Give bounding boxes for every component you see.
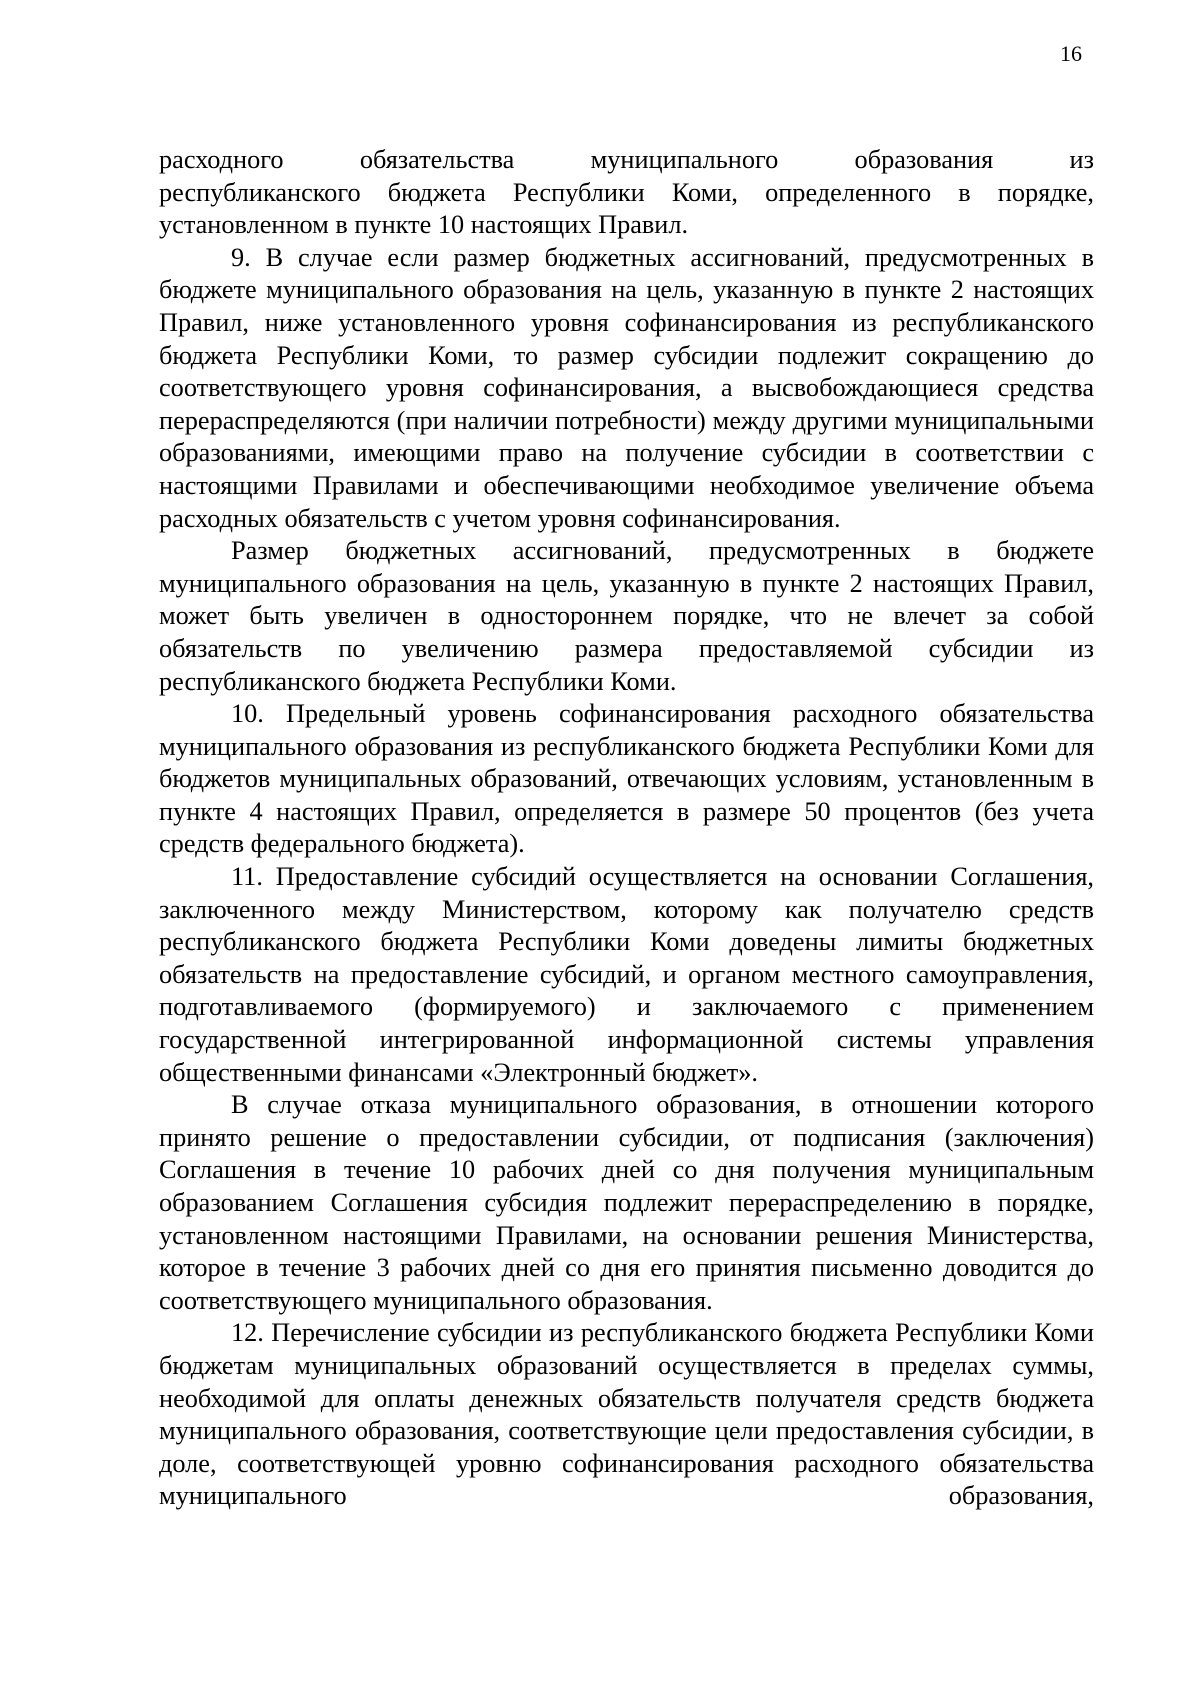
paragraph-budget-increase: Размер бюджетных ассигнований, предусмотренных в бюджете муниципального образования на цель, указанную в пункте 2 настоящих Правил, может быть увеличен в одностороннем порядке, что не влечет за собой обязательств по увеличению размера предоставляемой субсидии из республиканского бюджета Республики Коми.	[159, 536, 1094, 696]
page-number: 16	[1060, 41, 1082, 66]
document-body	[159, 144, 1094, 1513]
paragraph-continuation-end: республиканского бюджета Республики Коми, определенного в порядке, установленном в пункте 10 настоящих Правил.	[159, 177, 1094, 240]
paragraph-item-12: 12. Перечисление субсидии из республиканского бюджета Республики Коми бюджетам муниципальных образований осуществляется в пределах суммы, необходимой для оплаты денежных обязательств получателя средств бюджета муниципального образования, соответствующие цели предоставления субсидии, в доле, соответствующей уровню софинансирования расходного обязательства муниципального образования,	[159, 1318, 1094, 1511]
paragraph-continuation: расходного обязательства муниципального образования из	[159, 145, 1094, 174]
paragraph-item-11: 11. Предоставление субсидий осуществляется на основании Соглашения, заключенного между Министерством, которому как получателю средств республиканского бюджета Республики Коми доведены лимиты бюджетных обязательств на предоставление субсидий, и органом местного самоуправления, подготавливаемого (формируемого) и заключаемого с применением государственной интегрированной информационной системы управления общественными финансами «Электронный бюджет».	[159, 862, 1094, 1087]
paragraph-refusal: В случае отказа муниципального образования, в отношении которого принято решение о предоставлении субсидии, от подписания (заключения) Соглашения в течение 10 рабочих дней со дня получения муниципальным образованием Соглашения субсидия подлежит перераспределению в порядке, установленном настоящими Правилами, на основании решения Министерства, которое в течение 3 рабочих дней со дня его принятия письменно доводится до соответствующего муниципального образования.	[159, 1090, 1094, 1315]
paragraph-item-9: 9. В случае если размер бюджетных ассигнований, предусмотренных в бюджете муниципального образования на цель, указанную в пункте 2 настоящих Правил, ниже установленного уровня софинансирования из республиканского бюджета Республики Коми, то размер субсидии подлежит сокращению до соответствующего уровня софинансирования, а высвобождающиеся средства перераспределяются (при наличии потребности) между другими муниципальными образованиями, имеющими право на получение субсидии в соответствии с настоящими Правилами и обеспечивающими необходимое увеличение объема расходных обязательств с учетом уровня софинансирования.	[159, 242, 1094, 533]
paragraph-item-10: 10. Предельный уровень софинансирования расходного обязательства муниципального образования из республиканского бюджета Республики Коми для бюджетов муниципальных образований, отвечающих условиям, установленным в пункте 4 настоящих Правил, определяется в размере 50 процентов (без учета средств федерального бюджета).	[159, 699, 1094, 859]
